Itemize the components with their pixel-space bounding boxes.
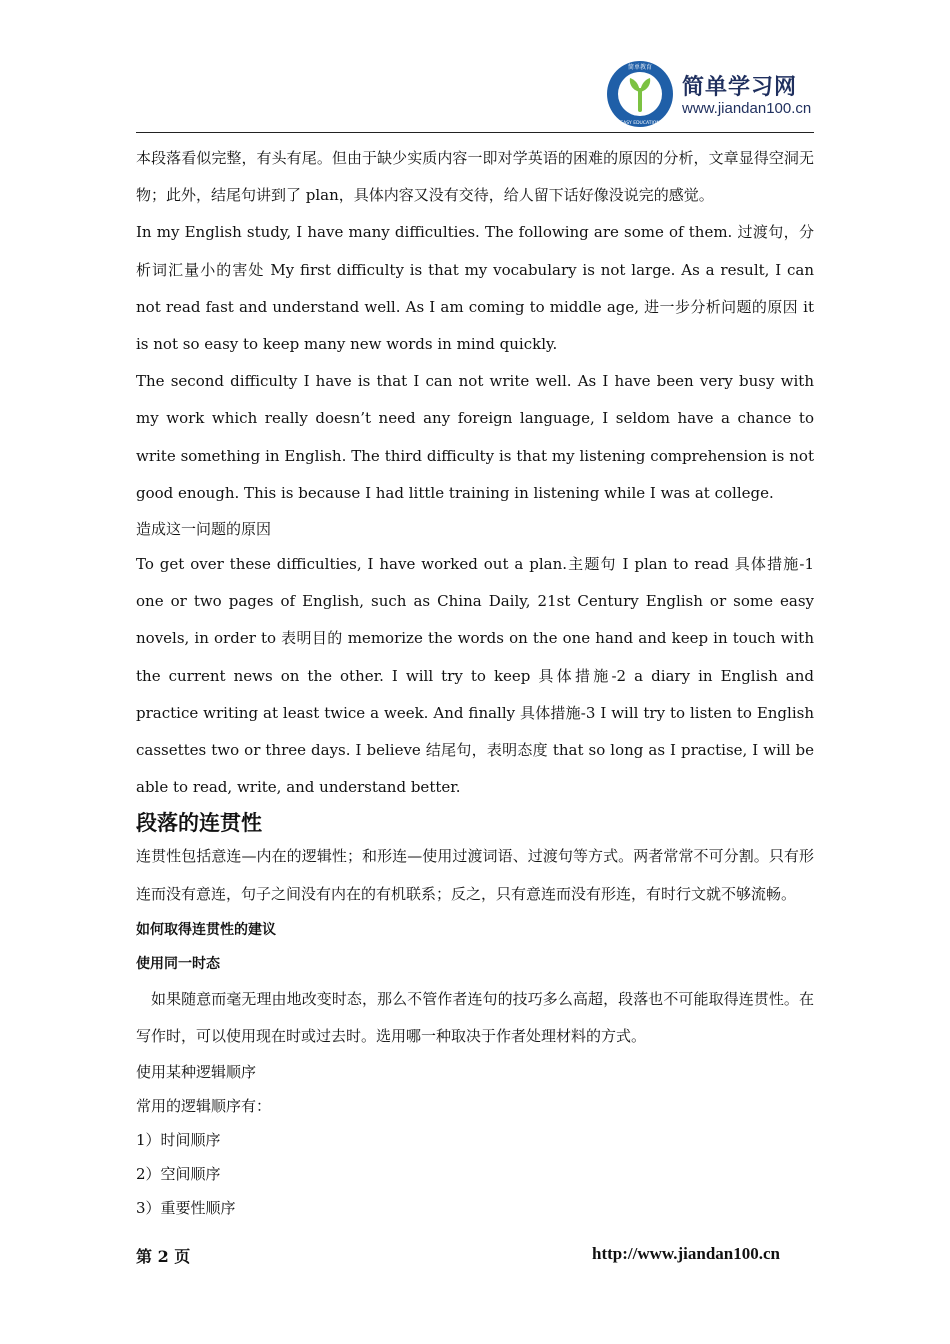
subheading-same-tense: 使用同一时态 [136,955,220,972]
document-body [136,140,814,1225]
list-item: 3）重要性顺序 [136,1199,236,1218]
section-title-coherence: 段落的连贯性 [136,811,262,836]
paragraph-difficulty-one: In my English study, I have many difficulties. The following are some of them. 过渡句，分析词汇量小的害处 My first difficulty is that my vocabulary is not large. As a result, I can not read fast and understand well. As I am coming to middle age, 进一步分析问题的原因 it is not so easy to keep many new words in mind quickly. [136,223,814,354]
paragraph-plan: To get over these difficulties, I have worked out a plan.主题句 I plan to read 具体措施-1 one or two pages of English, such as China Daily, 21st Century English or some easy novels, in order to 表明目的 memorize the words on the one hand and keep in touch with the current news on the other. I will try to keep 具体措施-2 a diary in English and practice writing at least twice a week. And finally 具体措施-3 I will try to listen to English cassettes two or three days. I believe 结尾句，表明态度 that so long as I practise, I will be able to read, write, and understand better. [136,555,814,797]
logo-name: 简单学习网 [682,75,798,100]
site-logo[interactable] [606,60,816,130]
logo-ring-text-bottom: EASY EDUCATION [620,121,660,126]
list-item: 2）空间顺序 [136,1165,221,1184]
page-number: 第 2 页 [136,1247,191,1266]
paragraph-difficulty-two-three: The second difficulty I have is that I can not write well. As I have been very busy with my work which really doesn’t need any foreign language, I seldom have a chance to write something in English. The third difficulty is that my listening comprehension is not good enough. This is because I had little training in listening while I was at college. [136,372,814,502]
line-logical-order: 使用某种逻辑顺序 [136,1063,257,1082]
paragraph-critique: 本段落看似完整，有头有尾。但由于缺少实质内容一即对学英语的困难的原因的分析，文章显得空洞无物；此外，结尾句讲到了 plan，具体内容又没有交待，给人留下话好像没说完的感觉。 [136,149,814,205]
line-common-orders: 常用的逻辑顺序有： [136,1097,272,1116]
header-divider [136,132,814,133]
paragraph-coherence-definition: 连贯性包括意连—内在的逻辑性；和形连—使用过渡词语、过渡句等方式。两者常常不可分割。只有形连而没有意连，句子之间没有内在的有机联系；反之，只有意连而没有形连，有时行文就不够流畅。 [136,847,814,903]
list-item: 1）时间顺序 [136,1131,221,1150]
logo-url: www.jiandan100.cn [682,100,812,117]
logo-ring-text-top: 简单教育 [627,64,653,71]
logo-emblem-icon [606,60,674,128]
footer-url-link[interactable]: http://www.jiandan100.cn [592,1244,780,1263]
paragraph-tense: 如果随意而毫无理由地改变时态，那么不管作者连句的技巧多么高超，段落也不可能取得连贯性。在写作时，可以使用现在时或过去时。选用哪一种取决于作者处理材料的方式。 [136,989,814,1046]
subheading-suggestions: 如何取得连贯性的建议 [136,921,276,938]
paragraph-cause-note: 造成这一问题的原因 [136,520,272,539]
